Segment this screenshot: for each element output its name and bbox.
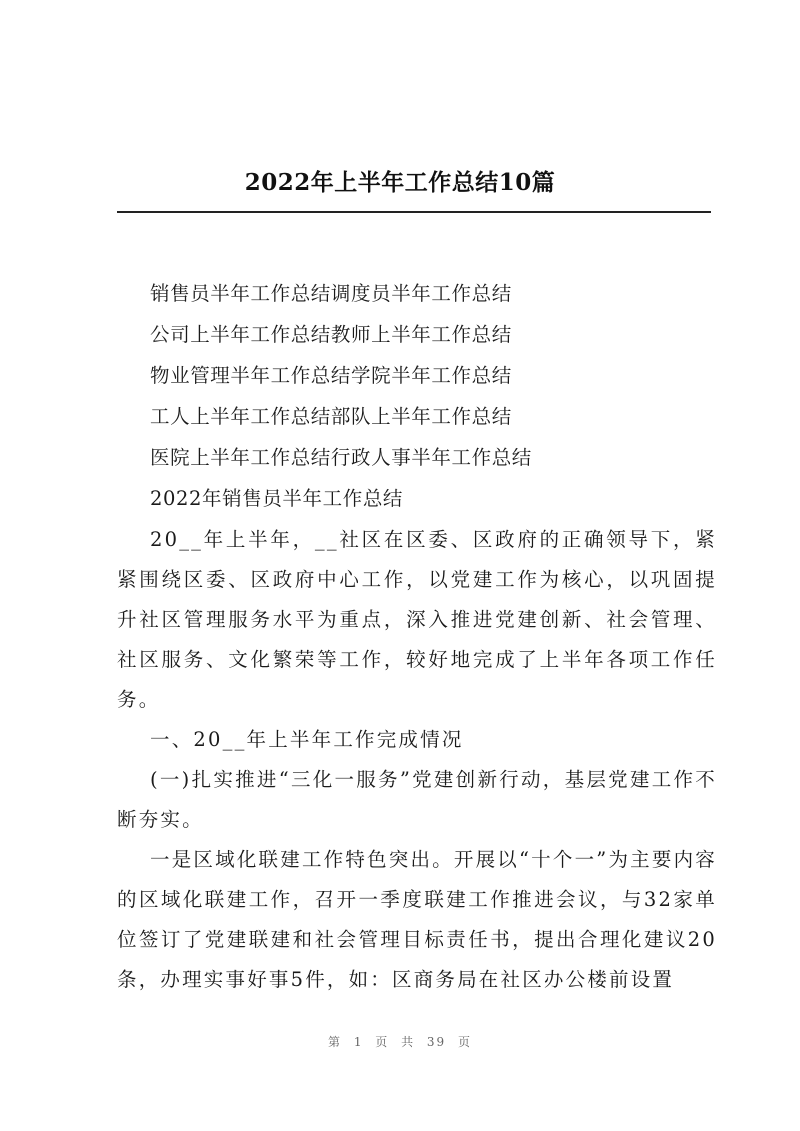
toc-item: 工人上半年工作总结部队上半年工作总结: [150, 405, 512, 428]
title-divider: [117, 211, 711, 213]
document-title: 2022年上半年工作总结10篇: [244, 169, 556, 196]
toc-item: 2022年销售员半年工作总结: [150, 487, 404, 510]
toc-item: 物业管理半年工作总结学院半年工作总结: [150, 364, 512, 387]
section-heading: 一、20__年上半年工作完成情况: [150, 728, 464, 751]
table-of-contents: [150, 273, 532, 519]
toc-item: 公司上半年工作总结教师上半年工作总结: [150, 323, 512, 346]
body-paragraph: 一是区域化联建工作特色突出。开展以“十个一”为主要内容的区域化联建工作，召开一季度联建工作推进会议，与32家单位签订了党建联建和社会管理目标责任书，提出合理化建议20条，办理实事好事5件，如：区商务局在社区办公楼前设置: [117, 848, 717, 991]
document-body: [117, 520, 717, 1000]
toc-item: 医院上半年工作总结行政人事半年工作总结: [150, 446, 532, 469]
subsection-heading: (一)扎实推进“三化一服务”党建创新行动，基层党建工作不断夯实。: [117, 768, 717, 831]
page-footer: 第 1 页 共 39 页: [328, 1035, 472, 1049]
body-paragraph: 20__年上半年，__社区在区委、区政府的正确领导下，紧紧围绕区委、区政府中心工作，以党建工作为核心，以巩固提升社区管理服务水平为重点，深入推进党建创新、社会管理、社区服务、文化繁荣等工作，较好地完成了上半年各项工作任务。: [117, 528, 717, 711]
toc-item: 销售员半年工作总结调度员半年工作总结: [150, 282, 512, 305]
